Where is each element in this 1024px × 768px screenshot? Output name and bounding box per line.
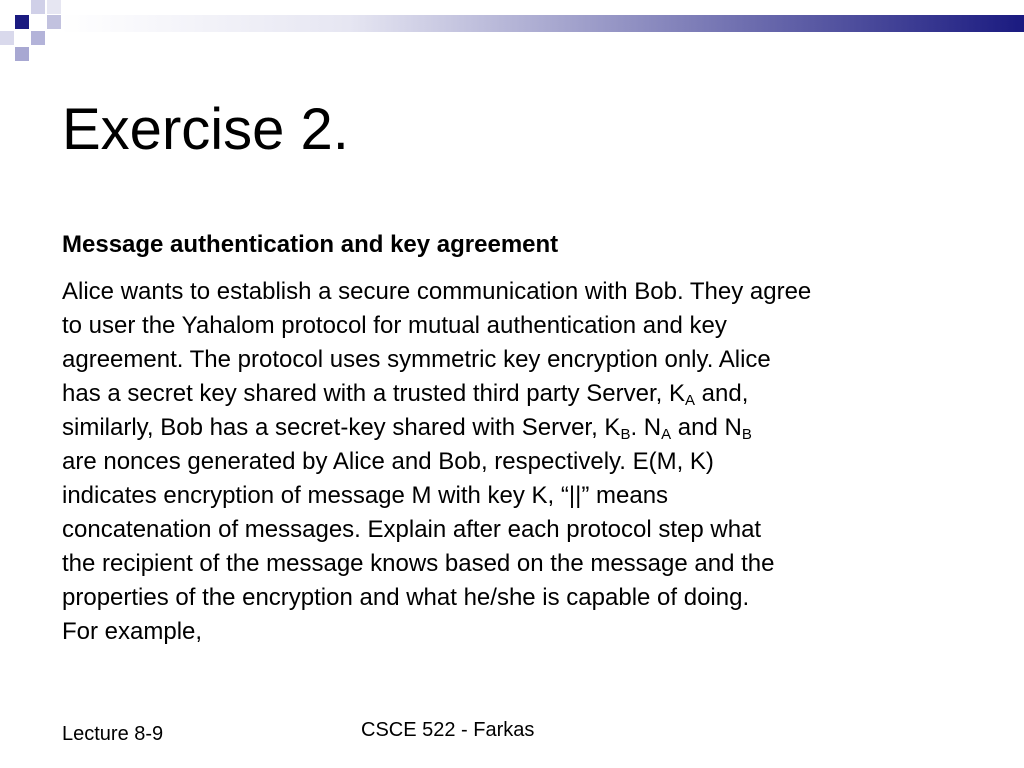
body-line: For example,: [62, 618, 203, 645]
body-line: agreement. The protocol uses symmetric key encryption only. Alice: [62, 346, 771, 373]
logo-square: [31, 0, 45, 14]
body-line: Alice wants to establish a secure communication with Bob. They agree: [62, 278, 812, 305]
logo-square: [0, 31, 14, 45]
body-text: and N: [671, 414, 742, 441]
logo-square: [15, 47, 29, 61]
body-line: properties of the encryption and what he/she is capable of doing.: [62, 584, 750, 611]
footer-course: CSCE 522 - Farkas: [361, 719, 535, 741]
body-line: concatenation of messages. Explain after each protocol step what: [62, 516, 762, 543]
logo-square-dark: [15, 15, 29, 29]
body-line: to user the Yahalom protocol for mutual authentication and key: [62, 312, 727, 339]
logo-square: [47, 15, 61, 29]
subscript: A: [684, 392, 695, 409]
subscript: B: [620, 426, 631, 443]
body-text: similarly, Bob has a secret-key shared with Server, K: [62, 414, 621, 441]
slide-title: Exercise 2.: [62, 97, 349, 162]
body-text: has a secret key shared with a trusted third party Server, K: [62, 380, 685, 407]
header-gradient-bar: [60, 15, 1024, 32]
body-line: are nonces generated by Alice and Bob, respectively. E(M, K): [62, 448, 714, 475]
subscript: B: [741, 426, 752, 443]
logo-square: [31, 31, 45, 45]
body-paragraph: [62, 275, 1000, 649]
body-line: the recipient of the message knows based on the message and the: [62, 550, 775, 577]
slide-subtitle: Message authentication and key agreement: [62, 231, 559, 258]
body-text: . N: [630, 414, 662, 441]
logo-square: [47, 0, 61, 14]
body-line: indicates encryption of message M with key K, “||” means: [62, 482, 669, 509]
body-text: and,: [694, 380, 749, 407]
subscript: A: [661, 426, 672, 443]
footer-lecture: Lecture 8-9: [62, 723, 164, 745]
body-line: [62, 377, 1000, 411]
header-decoration: [0, 0, 1024, 80]
body-line: [62, 411, 1000, 445]
